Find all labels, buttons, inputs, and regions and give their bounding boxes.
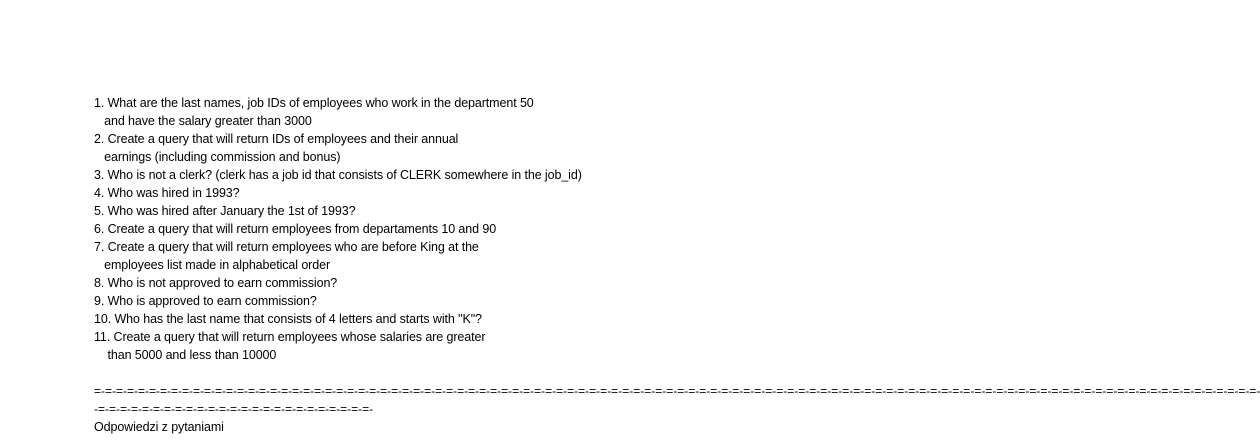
question-2-line-2: earnings (including commission and bonus) xyxy=(94,150,341,164)
question-2-line-1: 2. Create a query that will return IDs of employees and their annual xyxy=(94,132,459,146)
separator-line-1: =-=-=-=-=-=-=-=-=-=-=-=-=-=-=-=-=-=-=-=-=-=-=-=-=-=-=-=-=-=-=-=-=-=-=-=-=-=-=-=-=-=-=-=-=-=-=-=-=-=-=-=-=-=-=-=-=-=-=-=-=-=-=-=-=-=-=-=-=-=-=-=-=-=-=-=-=-=-=-=-=-=-=-=-=-=-=-=-=-=-=-=-=-=-=-=-=-=-=-=-=-=-=-=-=-=- xyxy=(94,384,1260,398)
question-10: 10. Who has the last name that consists of 4 letters and starts with "K"? xyxy=(94,312,482,326)
question-9: 9. Who is approved to earn commission? xyxy=(94,294,317,308)
question-5: 5. Who was hired after January the 1st of 1993? xyxy=(94,204,356,218)
separator-line-2: -=-=-=-=-=-=-=-=-=-=-=-=-=-=-=-=-=-=-=-=-=-=-=-=-=- xyxy=(94,402,374,416)
answers-heading: Odpowiedzi z pytaniami xyxy=(94,420,224,434)
blank-line xyxy=(94,364,734,382)
question-3: 3. Who is not a clerk? (clerk has a job id that consists of CLERK somewhere in the job_id) xyxy=(94,168,582,182)
question-1-line-2: and have the salary greater than 3000 xyxy=(94,114,312,128)
question-11-line-2: than 5000 and less than 10000 xyxy=(94,348,277,362)
question-8: 8. Who is not approved to earn commission? xyxy=(94,276,338,290)
question-list xyxy=(94,94,1260,436)
question-11-line-1: 11. Create a query that will return employees whose salaries are greater xyxy=(94,330,486,344)
question-1-line-1: 1. What are the last names, job IDs of employees who work in the department 50 xyxy=(94,96,534,110)
question-7-line-2: employees list made in alphabetical order xyxy=(94,258,331,272)
question-6: 6. Create a query that will return employees from departaments 10 and 90 xyxy=(94,222,497,236)
question-4: 4. Who was hired in 1993? xyxy=(94,186,240,200)
question-7-line-1: 7. Create a query that will return employees who are before King at the xyxy=(94,240,479,254)
